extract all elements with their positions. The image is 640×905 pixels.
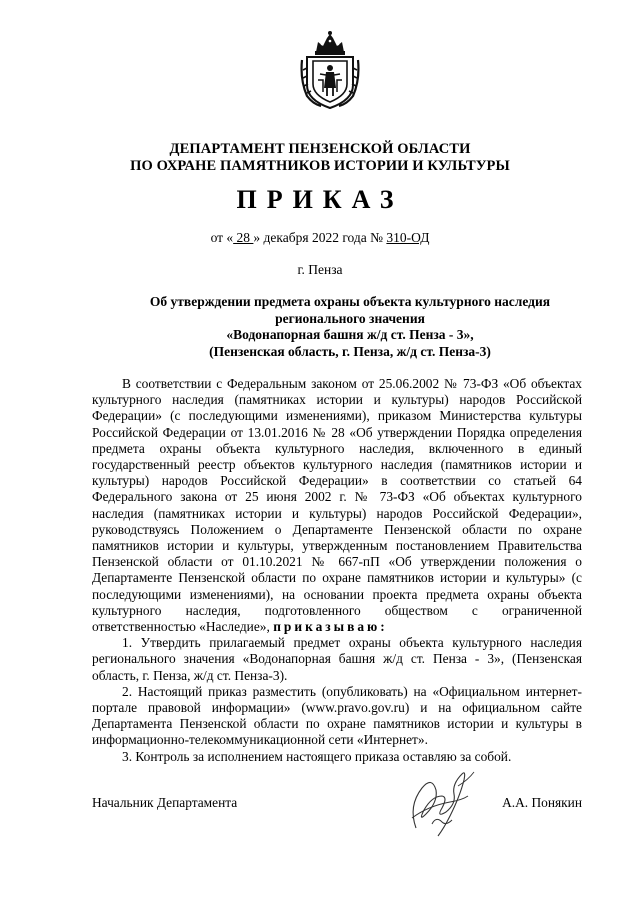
- order-subject: [120, 294, 580, 360]
- date-number-line: [0, 230, 640, 246]
- order-body: [92, 376, 582, 765]
- date-day: 28: [233, 230, 254, 245]
- department-name-line-1: ДЕПАРТАМЕНТ ПЕНЗЕНСКОЙ ОБЛАСТИ: [169, 141, 471, 157]
- handwritten-signature: [402, 766, 480, 842]
- order-word: приказываю:: [273, 619, 388, 635]
- city-name: г. Пенза: [297, 262, 343, 277]
- order-item-3: 3. Контроль за исполнением настоящего приказа оставляю за собой.: [122, 748, 512, 764]
- subject-line-4: (Пензенская область, г. Пенза, ж/д ст. Пенза-3): [209, 343, 491, 359]
- signer-position: Начальник Департамента: [92, 795, 238, 810]
- document-type-title: ПРИКАЗ: [236, 185, 404, 214]
- date-middle: » декабря 2022 года №: [253, 230, 387, 245]
- signer-name: А.А. Понякин: [502, 795, 582, 810]
- subject-line-3: «Водонапорная башня ж/д ст. Пенза - 3»,: [226, 327, 474, 342]
- subject-line-2: регионального значения: [275, 310, 425, 326]
- date-prefix: от «: [210, 230, 234, 245]
- subject-line-1: Об утверждении предмета охраны объекта культурного наследия: [149, 294, 551, 309]
- department-name-line-2: ПО ОХРАНЕ ПАМЯТНИКОВ ИСТОРИИ И КУЛЬТУРЫ: [130, 158, 510, 174]
- preamble-text: В соответствии с Федеральным законом от 25.06.2002 № 73-ФЗ «Об объектах культурного наследия (памятниках истории и культуры) народов Российской Федерации» (с последующими изменениями), приказом Министерства культуры Российской Федерации от 13.01.2016 № 28 «Об утверждении Порядка определения предмета охраны объекта культурного наследия, включенного в единый государственный реестр объектов культурного наследия (памятников истории и культуры) народов Российской Федерации» в соответствии со статьей 64 Федерального закона от 25 июня 2002 г. № 73-ФЗ «Об объектах культурного наследия (памятниках истории и культуры) народов Российской Федерации», руководствуясь Положением о Департаменте Пензенской области по охране памятников истории и культуры, утвержденным постановлением Правительства Пензенской области от 01.10.2021 № 667-пП «Об утверждении положения о Департаменте Пензенской области по охране памятников истории и культуры» (с последующими изменениями), на основании проекта предмета охраны объекта культурного наследия, подготовленного обществом с ограниченной ответственностью «Наследие»,: [92, 376, 582, 635]
- preamble-paragraph: [92, 376, 582, 635]
- order-number: 310-ОД: [386, 230, 430, 245]
- coat-of-arms-icon: [299, 30, 361, 110]
- order-item-1: 1. Утвердить прилагаемый предмет охраны объекта культурного наследия регионального значения «Водонапорная башня ж/д ст. Пенза - 3», (Пензенская область, г. Пенза, ж/д ст. Пенза-3).: [92, 635, 582, 683]
- order-item-2: 2. Настоящий приказ разместить (опубликовать) на «Официальном интернет-портале правовой информации» (www.pravo.gov.ru) и на официальном сайте Департамента Пензенской области по охране памятников истории и культуры в информационно-телекоммуникационной сети «Интернет».: [92, 683, 582, 748]
